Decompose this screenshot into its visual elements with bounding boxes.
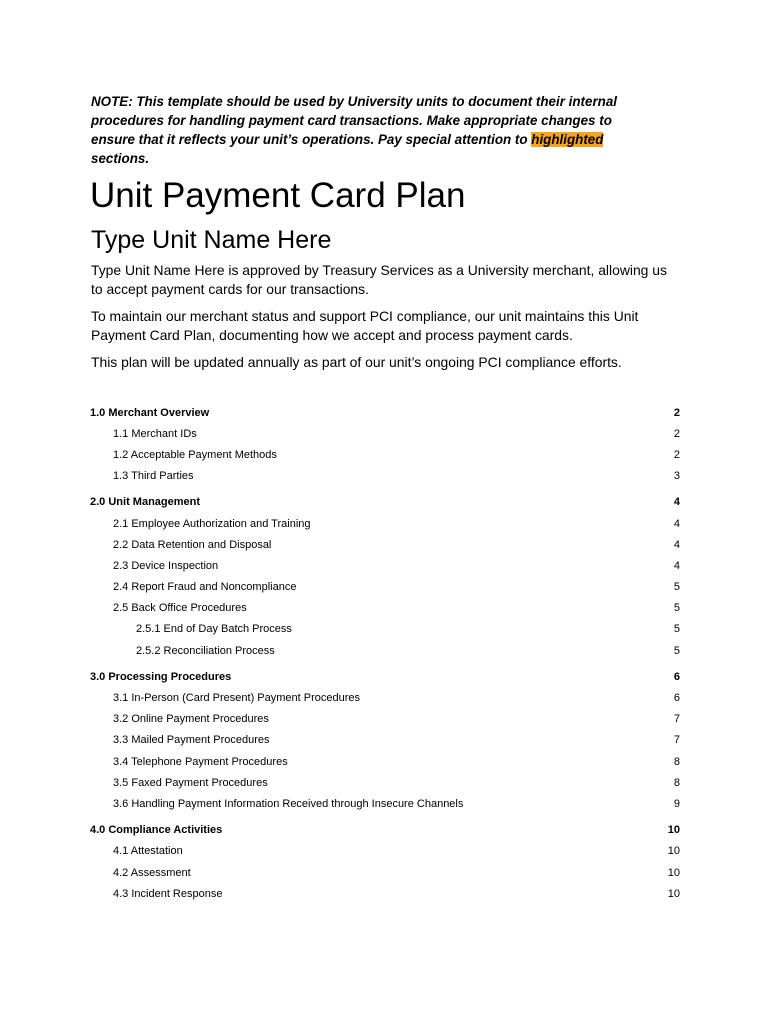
- toc-entry[interactable]: [90, 841, 680, 862]
- toc-entry[interactable]: [90, 772, 680, 793]
- toc-entry[interactable]: [90, 598, 680, 619]
- toc-entry-label: 2.4 Report Fraud and Noncompliance: [113, 581, 297, 594]
- toc-entry-page: 7: [673, 734, 680, 747]
- toc-entry[interactable]: [90, 709, 680, 730]
- toc-entry-page: 4: [673, 496, 680, 509]
- toc-entry-label: 1.0 Merchant Overview: [90, 406, 210, 419]
- toc-entry[interactable]: [90, 751, 680, 772]
- intro-paragraph-updates: This plan will be updated annually as part of our unit’s ongoing PCI compliance efforts.: [91, 354, 622, 370]
- toc-entry-label: 2.5.1 End of Day Batch Process: [136, 623, 292, 636]
- toc-entry[interactable]: [90, 730, 680, 751]
- note-text-end: sections.: [91, 151, 150, 166]
- toc-entry-label: 3.4 Telephone Payment Procedures: [113, 755, 288, 768]
- unit-name-heading: Type Unit Name Here: [91, 226, 332, 254]
- toc-entry-page: 4: [673, 559, 680, 572]
- note-highlight: highlighted: [531, 132, 604, 147]
- toc-entry[interactable]: [90, 883, 680, 904]
- toc-entry-label: 4.1 Attestation: [113, 845, 183, 858]
- template-note: [91, 92, 651, 168]
- toc-entry-page: 4: [673, 517, 680, 530]
- toc-entry-label: 1.2 Acceptable Payment Methods: [113, 448, 277, 461]
- toc-entry-page: 5: [673, 581, 680, 594]
- toc-entry[interactable]: [90, 492, 680, 513]
- toc-entry-label: 2.5.2 Reconciliation Process: [136, 644, 275, 657]
- toc-entry-label: 3.1 In-Person (Card Present) Payment Procedures: [113, 692, 361, 705]
- toc-entry-label: 4.2 Assessment: [113, 866, 191, 879]
- toc-entry[interactable]: [90, 444, 680, 465]
- toc-entry[interactable]: [90, 640, 680, 661]
- toc-entry-label: 1.3 Third Parties: [113, 470, 194, 483]
- toc-entry-label: 2.5 Back Office Procedures: [113, 602, 247, 615]
- toc-entry-label: 2.3 Device Inspection: [113, 559, 219, 572]
- intro-paragraph-approval: Type Unit Name Here is approved by Treasury Services as a University merchant, allowing us to accept payment cards for our transactions.: [91, 262, 667, 297]
- toc-entry-label: 3.3 Mailed Payment Procedures: [113, 734, 270, 747]
- toc-entry-label: 3.5 Faxed Payment Procedures: [113, 776, 268, 789]
- toc-entry-label: 1.1 Merchant IDs: [113, 427, 197, 440]
- toc-entry-page: 10: [667, 845, 680, 858]
- toc-entry[interactable]: [90, 534, 680, 555]
- toc-entry[interactable]: [90, 666, 680, 687]
- toc-entry[interactable]: [90, 513, 680, 534]
- toc-entry[interactable]: [90, 793, 680, 814]
- toc-entry[interactable]: [90, 619, 680, 640]
- toc-entry-page: 5: [673, 602, 680, 615]
- toc-entry-label: 2.1 Employee Authorization and Training: [113, 517, 311, 530]
- toc-entry-page: 8: [673, 755, 680, 768]
- toc-entry-page: 6: [673, 692, 680, 705]
- toc-entry[interactable]: [90, 402, 680, 423]
- toc-entry-page: 10: [667, 887, 680, 900]
- toc-entry-page: 5: [673, 623, 680, 636]
- toc-entry-page: 7: [673, 713, 680, 726]
- toc-entry-page: 8: [673, 776, 680, 789]
- toc-entry-page: 2: [673, 448, 680, 461]
- document-title: Unit Payment Card Plan: [90, 176, 466, 215]
- toc-entry-page: 9: [673, 797, 680, 810]
- toc-entry-page: 3: [673, 470, 680, 483]
- toc-entry[interactable]: [90, 555, 680, 576]
- intro-paragraph-purpose: To maintain our merchant status and support PCI compliance, our unit maintains this Unit Payment Card Plan, documenting how we accept and process payment cards.: [91, 308, 639, 343]
- toc-entry-label: 3.0 Processing Procedures: [90, 670, 232, 683]
- toc-entry-label: 2.2 Data Retention and Disposal: [113, 538, 272, 551]
- toc-entry[interactable]: [90, 687, 680, 708]
- toc-entry[interactable]: [90, 423, 680, 444]
- toc-entry-page: 6: [673, 670, 680, 683]
- table-of-contents: [90, 402, 680, 904]
- toc-entry-page: 10: [667, 824, 680, 837]
- toc-entry-page: 5: [673, 644, 680, 657]
- toc-entry[interactable]: [90, 577, 680, 598]
- toc-entry[interactable]: [90, 466, 680, 487]
- toc-entry-page: 4: [673, 538, 680, 551]
- note-text: NOTE: This template should be used by University units to document their internal procedures for handling payment card transactions. Make appropriate changes to ensure that it reflects your unit’s operations. Pay special attention to: [91, 94, 618, 147]
- toc-entry-label: 4.0 Compliance Activities: [90, 824, 223, 837]
- toc-entry-label: 3.6 Handling Payment Information Received through Insecure Channels: [113, 797, 464, 810]
- toc-entry-label: 4.3 Incident Response: [113, 887, 223, 900]
- toc-entry-label: 3.2 Online Payment Procedures: [113, 713, 269, 726]
- toc-entry[interactable]: [90, 820, 680, 841]
- toc-entry-label: 2.0 Unit Management: [90, 496, 201, 509]
- toc-entry-page: 2: [673, 427, 680, 440]
- toc-entry-page: 10: [667, 866, 680, 879]
- toc-entry[interactable]: [90, 862, 680, 883]
- toc-entry-page: 2: [673, 406, 680, 419]
